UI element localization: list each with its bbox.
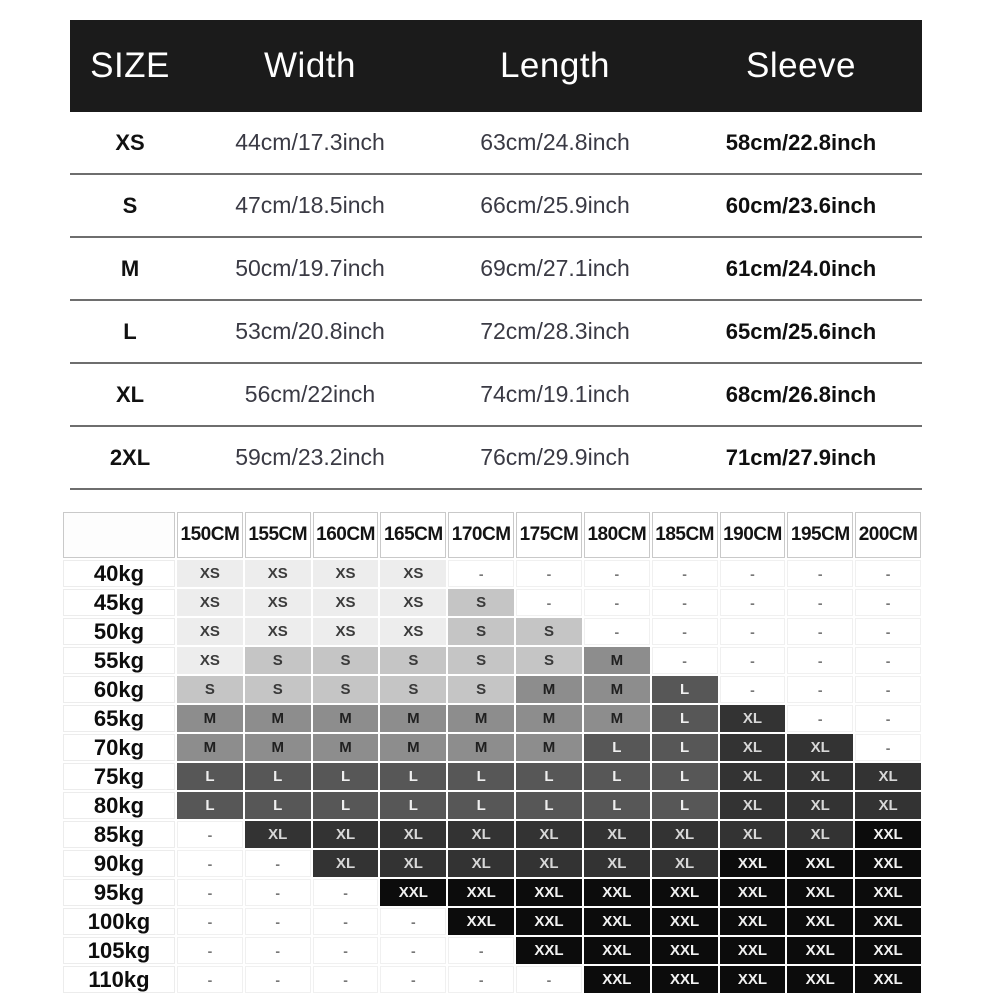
size-cell-xxl: XXL xyxy=(448,908,514,935)
size-cell-s: S xyxy=(516,618,582,645)
width-value: 47cm/18.5inch xyxy=(235,192,385,218)
size-cell-xs: XS xyxy=(177,589,243,616)
size-cell-empty: - xyxy=(720,589,786,616)
length-value: 66cm/25.9inch xyxy=(480,192,630,218)
size-cell-xl: XL xyxy=(720,763,786,790)
size-cell-xxl: XXL xyxy=(652,966,718,993)
size-cell-empty: - xyxy=(787,618,853,645)
size-cell-l: L xyxy=(313,792,379,819)
width-value: 44cm/17.3inch xyxy=(235,129,385,155)
weight-row-label: 85kg xyxy=(63,821,175,848)
length-value: 63cm/24.8inch xyxy=(480,129,630,155)
size-cell-xxl: XXL xyxy=(516,879,582,906)
size-cell-empty: - xyxy=(313,966,379,993)
size-cell-s: S xyxy=(313,676,379,703)
size-cell-l: L xyxy=(380,763,446,790)
size-cell-xl: XL xyxy=(448,850,514,877)
size-measurement-table xyxy=(70,20,922,490)
size-cell-xs: XS xyxy=(313,560,379,587)
size-cell-l: L xyxy=(584,763,650,790)
size-cell-empty: - xyxy=(787,589,853,616)
size-cell-empty: - xyxy=(516,966,582,993)
size-cell-empty: - xyxy=(855,618,921,645)
size-cell-l: L xyxy=(245,792,311,819)
width-value: 53cm/20.8inch xyxy=(235,318,385,344)
size-cell-empty: - xyxy=(855,560,921,587)
length-value: 76cm/29.9inch xyxy=(480,444,630,470)
size-cell-empty: - xyxy=(720,560,786,587)
size-cell-xl: XL xyxy=(448,821,514,848)
size-cell-xxl: XXL xyxy=(720,850,786,877)
size-cell-xxl: XXL xyxy=(720,908,786,935)
size-cell-m: M xyxy=(380,734,446,761)
weight-row-label: 65kg xyxy=(63,705,175,732)
size-cell-empty: - xyxy=(787,676,853,703)
length-value: 74cm/19.1inch xyxy=(480,381,630,407)
sleeve-value: 58cm/22.8inch xyxy=(725,129,877,155)
size-cell-empty: - xyxy=(855,676,921,703)
weight-row-label: 55kg xyxy=(63,647,175,674)
size-cell-empty: - xyxy=(855,734,921,761)
size-cell-xxl: XXL xyxy=(720,879,786,906)
size-cell-xxl: XXL xyxy=(584,937,650,964)
size-cell-empty: - xyxy=(177,937,243,964)
column-header-sleeve: Sleeve xyxy=(745,46,857,85)
size-cell-empty: - xyxy=(787,560,853,587)
height-weight-size-matrix xyxy=(63,512,921,993)
size-cell-xl: XL xyxy=(313,821,379,848)
size-cell-empty: - xyxy=(380,908,446,935)
size-cell-xxl: XXL xyxy=(516,908,582,935)
size-cell-xs: XS xyxy=(245,589,311,616)
length-value: 69cm/27.1inch xyxy=(480,255,630,281)
size-cell-s: S xyxy=(516,647,582,674)
column-header-size: SIZE xyxy=(90,46,170,85)
size-cell-l: L xyxy=(177,792,243,819)
weight-row-label: 50kg xyxy=(63,618,175,645)
size-cell-empty: - xyxy=(177,850,243,877)
size-cell-xl: XL xyxy=(516,821,582,848)
size-table-row xyxy=(70,112,922,175)
size-cell-empty: - xyxy=(652,618,718,645)
size-cell-empty: - xyxy=(245,966,311,993)
size-cell-m: M xyxy=(245,705,311,732)
size-cell-empty: - xyxy=(380,966,446,993)
weight-row-label: 80kg xyxy=(63,792,175,819)
size-cell-empty: - xyxy=(584,618,650,645)
size-cell-xl: XL xyxy=(584,821,650,848)
size-cell-l: L xyxy=(448,763,514,790)
width-value: 50cm/19.7inch xyxy=(235,255,385,281)
size-cell-l: L xyxy=(516,763,582,790)
size-cell-xs: XS xyxy=(380,618,446,645)
size-cell-xxl: XXL xyxy=(652,879,718,906)
size-value: XS xyxy=(115,129,145,155)
size-cell-xxl: XXL xyxy=(380,879,446,906)
size-cell-xl: XL xyxy=(787,763,853,790)
size-cell-xl: XL xyxy=(652,850,718,877)
size-cell-xxl: XXL xyxy=(855,821,921,848)
height-column-header: 180CM xyxy=(584,512,650,558)
size-cell-s: S xyxy=(448,589,514,616)
size-cell-s: S xyxy=(448,618,514,645)
sleeve-value: 61cm/24.0inch xyxy=(725,255,877,281)
weight-row-label: 70kg xyxy=(63,734,175,761)
weight-row-label: 100kg xyxy=(63,908,175,935)
height-column-header: 190CM xyxy=(720,512,786,558)
column-header-length: Length xyxy=(499,46,611,85)
size-cell-xxl: XXL xyxy=(855,966,921,993)
size-cell-xs: XS xyxy=(177,618,243,645)
size-cell-empty: - xyxy=(584,589,650,616)
height-column-header: 155CM xyxy=(245,512,311,558)
weight-row-label: 95kg xyxy=(63,879,175,906)
size-cell-l: L xyxy=(584,734,650,761)
size-cell-s: S xyxy=(313,647,379,674)
size-cell-s: S xyxy=(448,647,514,674)
size-cell-xxl: XXL xyxy=(787,850,853,877)
size-table-header xyxy=(70,20,922,112)
size-cell-xs: XS xyxy=(177,647,243,674)
size-cell-empty: - xyxy=(720,676,786,703)
size-table-row xyxy=(70,364,922,427)
size-cell-xxl: XXL xyxy=(855,850,921,877)
size-cell-empty: - xyxy=(448,560,514,587)
matrix-corner-cell xyxy=(63,512,175,558)
height-column-header: 175CM xyxy=(516,512,582,558)
size-cell-xl: XL xyxy=(787,821,853,848)
size-cell-s: S xyxy=(177,676,243,703)
size-cell-empty: - xyxy=(177,879,243,906)
height-column-header: 185CM xyxy=(652,512,718,558)
weight-row-label: 105kg xyxy=(63,937,175,964)
size-table-row xyxy=(70,175,922,238)
size-cell-empty: - xyxy=(584,560,650,587)
sleeve-value: 68cm/26.8inch xyxy=(725,381,877,407)
size-cell-l: L xyxy=(652,705,718,732)
size-cell-xl: XL xyxy=(720,734,786,761)
sleeve-value: 60cm/23.6inch xyxy=(725,192,877,218)
size-cell-s: S xyxy=(245,647,311,674)
size-cell-empty: - xyxy=(380,937,446,964)
size-cell-empty: - xyxy=(313,908,379,935)
size-cell-xl: XL xyxy=(380,821,446,848)
size-cell-xxl: XXL xyxy=(787,937,853,964)
size-cell-xxl: XXL xyxy=(855,879,921,906)
size-cell-l: L xyxy=(652,676,718,703)
size-cell-l: L xyxy=(380,792,446,819)
size-cell-empty: - xyxy=(787,647,853,674)
size-cell-empty: - xyxy=(245,879,311,906)
size-cell-empty: - xyxy=(652,589,718,616)
size-cell-l: L xyxy=(245,763,311,790)
size-cell-xs: XS xyxy=(380,560,446,587)
size-cell-xxl: XXL xyxy=(855,937,921,964)
weight-row-label: 40kg xyxy=(63,560,175,587)
size-cell-xxl: XXL xyxy=(787,879,853,906)
size-cell-empty: - xyxy=(245,937,311,964)
size-cell-xxl: XXL xyxy=(720,937,786,964)
width-value: 59cm/23.2inch xyxy=(235,444,385,470)
height-column-header: 160CM xyxy=(313,512,379,558)
size-cell-xxl: XXL xyxy=(584,908,650,935)
size-cell-m: M xyxy=(516,676,582,703)
size-cell-xxl: XXL xyxy=(787,966,853,993)
size-cell-xxl: XXL xyxy=(652,908,718,935)
size-cell-empty: - xyxy=(177,821,243,848)
size-cell-m: M xyxy=(584,647,650,674)
size-cell-empty: - xyxy=(245,850,311,877)
size-cell-l: L xyxy=(177,763,243,790)
size-cell-m: M xyxy=(584,676,650,703)
size-table-row xyxy=(70,301,922,364)
size-value: XL xyxy=(115,381,145,407)
size-cell-l: L xyxy=(584,792,650,819)
size-cell-m: M xyxy=(516,705,582,732)
size-cell-empty: - xyxy=(448,937,514,964)
size-cell-m: M xyxy=(516,734,582,761)
height-column-header: 165CM xyxy=(380,512,446,558)
size-cell-xl: XL xyxy=(855,763,921,790)
weight-row-label: 75kg xyxy=(63,763,175,790)
size-cell-xxl: XXL xyxy=(652,937,718,964)
size-cell-empty: - xyxy=(448,966,514,993)
size-cell-xl: XL xyxy=(720,705,786,732)
size-cell-empty: - xyxy=(652,560,718,587)
size-cell-l: L xyxy=(448,792,514,819)
width-value: 56cm/22inch xyxy=(244,381,376,407)
size-cell-xs: XS xyxy=(313,589,379,616)
size-cell-l: L xyxy=(652,734,718,761)
size-cell-xl: XL xyxy=(380,850,446,877)
size-cell-xxl: XXL xyxy=(516,937,582,964)
size-cell-m: M xyxy=(313,705,379,732)
size-cell-empty: - xyxy=(177,966,243,993)
weight-row-label: 110kg xyxy=(63,966,175,993)
column-header-width: Width xyxy=(264,46,356,85)
size-cell-m: M xyxy=(448,734,514,761)
size-cell-xs: XS xyxy=(313,618,379,645)
size-cell-xxl: XXL xyxy=(787,908,853,935)
sleeve-value: 71cm/27.9inch xyxy=(725,444,877,470)
size-cell-xxl: XXL xyxy=(584,966,650,993)
size-cell-empty: - xyxy=(720,647,786,674)
size-cell-xl: XL xyxy=(652,821,718,848)
weight-row-label: 90kg xyxy=(63,850,175,877)
size-cell-xl: XL xyxy=(787,792,853,819)
size-cell-m: M xyxy=(245,734,311,761)
size-cell-xl: XL xyxy=(787,734,853,761)
size-cell-xxl: XXL xyxy=(448,879,514,906)
size-cell-xxl: XXL xyxy=(855,908,921,935)
size-cell-s: S xyxy=(380,676,446,703)
size-cell-s: S xyxy=(380,647,446,674)
size-cell-empty: - xyxy=(245,908,311,935)
size-cell-s: S xyxy=(245,676,311,703)
size-cell-empty: - xyxy=(516,560,582,587)
length-value: 72cm/28.3inch xyxy=(480,318,630,344)
size-cell-m: M xyxy=(380,705,446,732)
size-cell-xl: XL xyxy=(313,850,379,877)
size-cell-empty: - xyxy=(855,647,921,674)
size-cell-l: L xyxy=(516,792,582,819)
size-cell-xl: XL xyxy=(516,850,582,877)
size-cell-empty: - xyxy=(177,908,243,935)
size-cell-xs: XS xyxy=(380,589,446,616)
size-cell-empty: - xyxy=(787,705,853,732)
size-cell-xl: XL xyxy=(245,821,311,848)
size-table-row xyxy=(70,238,922,301)
size-value: 2XL xyxy=(109,444,151,470)
size-value: S xyxy=(122,192,138,218)
height-column-header: 170CM xyxy=(448,512,514,558)
size-cell-xxl: XXL xyxy=(584,879,650,906)
size-value: L xyxy=(123,318,137,344)
size-cell-m: M xyxy=(177,734,243,761)
size-cell-m: M xyxy=(177,705,243,732)
size-cell-s: S xyxy=(448,676,514,703)
size-cell-m: M xyxy=(313,734,379,761)
size-cell-l: L xyxy=(652,792,718,819)
size-value: M xyxy=(120,255,140,281)
weight-row-label: 45kg xyxy=(63,589,175,616)
size-cell-xl: XL xyxy=(855,792,921,819)
size-cell-empty: - xyxy=(313,937,379,964)
size-cell-empty: - xyxy=(855,589,921,616)
height-column-header: 200CM xyxy=(855,512,921,558)
size-cell-m: M xyxy=(584,705,650,732)
size-cell-xl: XL xyxy=(720,792,786,819)
size-table-row xyxy=(70,427,922,490)
size-cell-xl: XL xyxy=(720,821,786,848)
size-cell-empty: - xyxy=(652,647,718,674)
size-cell-xxl: XXL xyxy=(720,966,786,993)
weight-row-label: 60kg xyxy=(63,676,175,703)
size-cell-xl: XL xyxy=(584,850,650,877)
size-cell-empty: - xyxy=(855,705,921,732)
size-cell-empty: - xyxy=(313,879,379,906)
size-cell-xs: XS xyxy=(245,618,311,645)
height-column-header: 195CM xyxy=(787,512,853,558)
size-cell-xs: XS xyxy=(245,560,311,587)
size-cell-m: M xyxy=(448,705,514,732)
size-cell-xs: XS xyxy=(177,560,243,587)
size-cell-l: L xyxy=(652,763,718,790)
height-column-header: 150CM xyxy=(177,512,243,558)
sleeve-value: 65cm/25.6inch xyxy=(725,318,877,344)
size-cell-empty: - xyxy=(516,589,582,616)
size-cell-l: L xyxy=(313,763,379,790)
size-cell-empty: - xyxy=(720,618,786,645)
